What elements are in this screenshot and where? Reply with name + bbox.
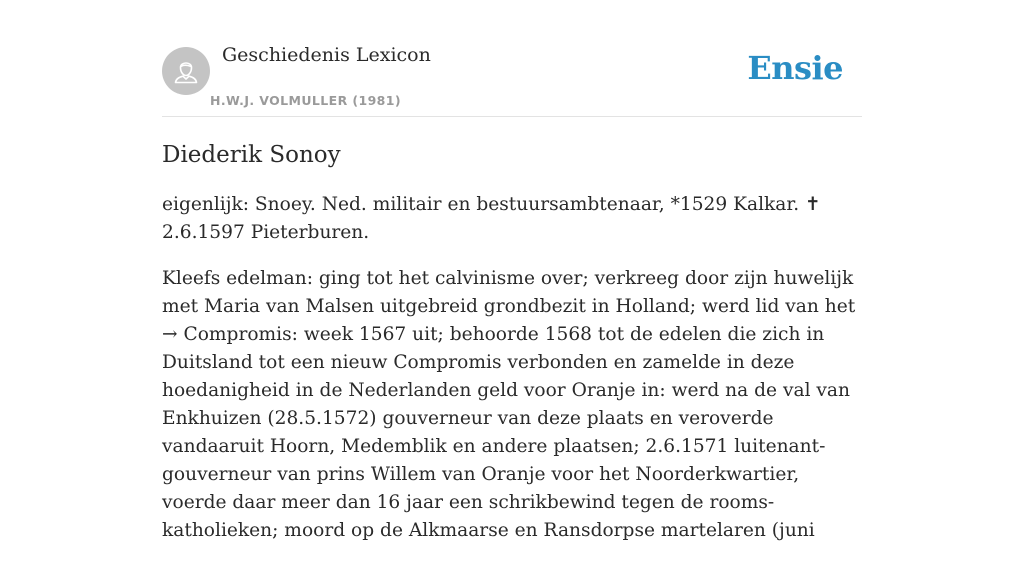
entry-paragraph: eigenlijk: Snoey. Ned. militair en bestuursambtenaar, *1529 Kalkar. ✝ 2.6.1597 Pieterburen. <box>162 194 821 243</box>
source-author[interactable]: H.W.J. VOLMULLER (1981) <box>210 93 401 108</box>
entry-title: Diederik Sonoy <box>162 142 341 168</box>
ensie-logo[interactable]: Ensie <box>747 49 843 87</box>
user-placeholder-icon[interactable] <box>162 47 210 95</box>
source-title[interactable]: Geschiedenis Lexicon <box>222 44 431 66</box>
entry-content <box>162 138 862 563</box>
entry-paragraph: Kleefs edelman: ging tot het calvinisme over; verkreeg door zijn huwelijk met Maria van Malsen uitgebreid grondbezit in Holland; werd lid van het → Compromis: week 1567 uit; behoorde 1568 tot de edelen die zich in Duitsland tot een nieuw Compromis verbonden en zamelde in deze hoedanigheid in de Nederlanden geld voor Oranje in: werd na de val van Enkhuizen (28.5.1572) gouverneur van deze plaats en veroverde vandaaruit Hoorn, Medemblik en andere plaatsen; 2.6.1571 luitenant-gouverneur van prins Willem van Oranje voor het Noorderkwartier, voerde daar meer dan 16 jaar een schrikbewind tegen de rooms-katholieken; moord op de Alkmaarse en Ransdorpse martelaren (juni <box>162 268 856 541</box>
source-header <box>162 0 862 117</box>
